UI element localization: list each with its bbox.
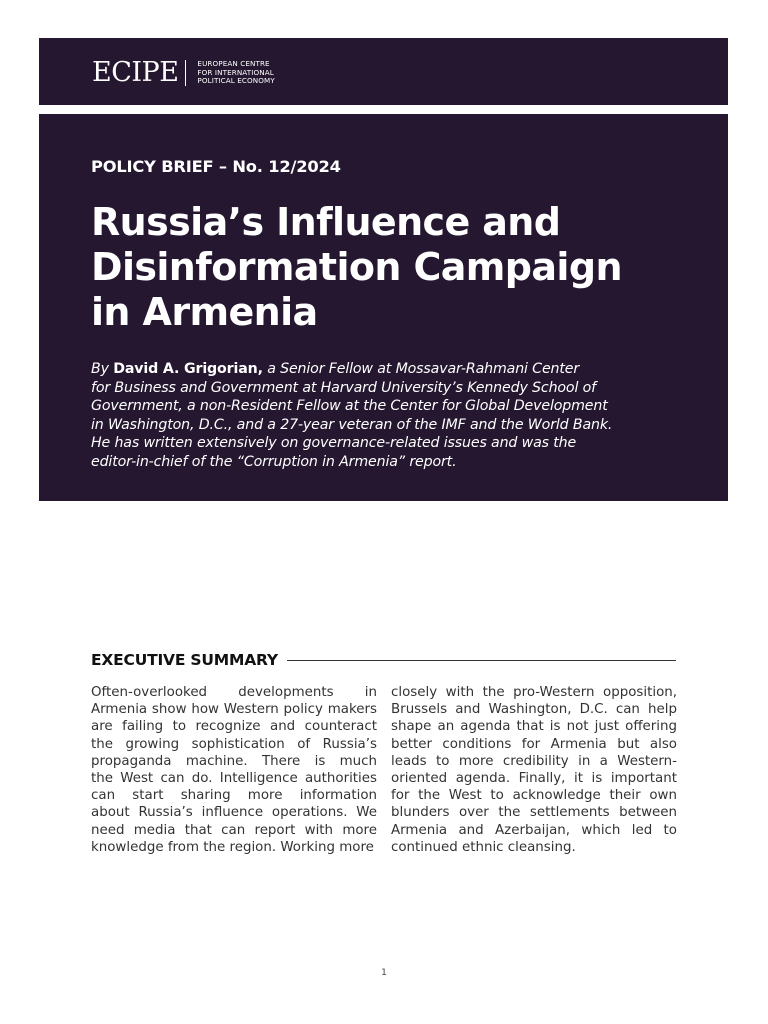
summary-line: are failing to recognize and counteract [91,719,377,735]
summary-line: shape an agenda that is not just offering [391,719,677,735]
summary-line: Brussels and Washington, D.C. can help [391,702,677,718]
summary-line: Often-overlooked developments in [91,685,377,700]
executive-summary-header [91,649,676,671]
ecipe-logo [92,58,275,88]
summary-line: Armenia and Azerbaijan, which led to [391,822,677,838]
logo-subtitle-line: FOR INTERNATIONAL [197,67,274,77]
summary-line: blunders over the settlements between [391,805,677,821]
byline-prefix: By [91,361,114,377]
summary-line: knowledge from the region. Working more [91,839,374,855]
page-number: 1 [381,968,387,978]
logo-divider [185,60,186,86]
summary-line: need media that can report with more [91,822,377,838]
author-byline [91,360,701,472]
summary-line: Armenia show how Western policy makers [91,702,377,718]
summary-line: can start sharing more information [91,788,377,804]
logo-wordmark: ECIPE [92,57,179,88]
title-line: Russia’s Influence and [91,200,561,244]
byline-line: editor-in-chief of the “Corruption in Armenia” report. [91,453,457,470]
heading-rule [287,660,676,661]
section-heading: EXECUTIVE SUMMARY [91,651,278,669]
byline-line: in Washington, D.C., and a 27-year veteran of the IMF and the World Bank. [91,416,613,433]
author-name: David A. Grigorian, [113,361,263,377]
title-line: Disinformation Campaign [91,245,622,289]
summary-line: for the West to acknowledge their own [391,788,677,804]
summary-line: continued ethnic cleansing. [391,839,576,855]
logo-subtitle-line: EUROPEAN CENTRE [197,59,270,69]
policy-brief-label: POLICY BRIEF – No. 12/2024 [91,157,341,176]
byline-line: for Business and Government at Harvard University’s Kennedy School of [91,379,596,396]
summary-line: about Russia’s influence operations. We [91,805,377,821]
byline-line [91,360,701,379]
summary-line: closely with the pro-Western opposition, [391,685,677,700]
title-line: in Armenia [91,290,318,334]
page-title [91,200,691,335]
byline-text: a Senior Fellow at Mossavar-Rahmani Center [262,361,580,377]
summary-column-left [91,684,377,856]
summary-line: better conditions for Armenia but also [391,736,677,752]
logo-subtitle [197,60,274,86]
summary-column-right [391,684,677,856]
hero-panel [39,114,728,501]
summary-line: the West can do. Intelligence authorities [91,770,377,786]
summary-line: oriented agenda. Finally, it is important [391,770,677,786]
summary-line: the growing sophistication of Russia’s [91,736,377,752]
byline-line: Government, a non-Resident Fellow at the Center for Global Development [91,398,608,415]
logo-subtitle-line: POLITICAL ECONOMY [197,76,275,86]
logo-bar [39,38,728,105]
summary-line: propaganda machine. There is much [91,753,377,769]
byline-line: He has written extensively on governance-related issues and was the [91,435,577,452]
summary-line: leads to more credibility in a Western- [391,753,677,769]
